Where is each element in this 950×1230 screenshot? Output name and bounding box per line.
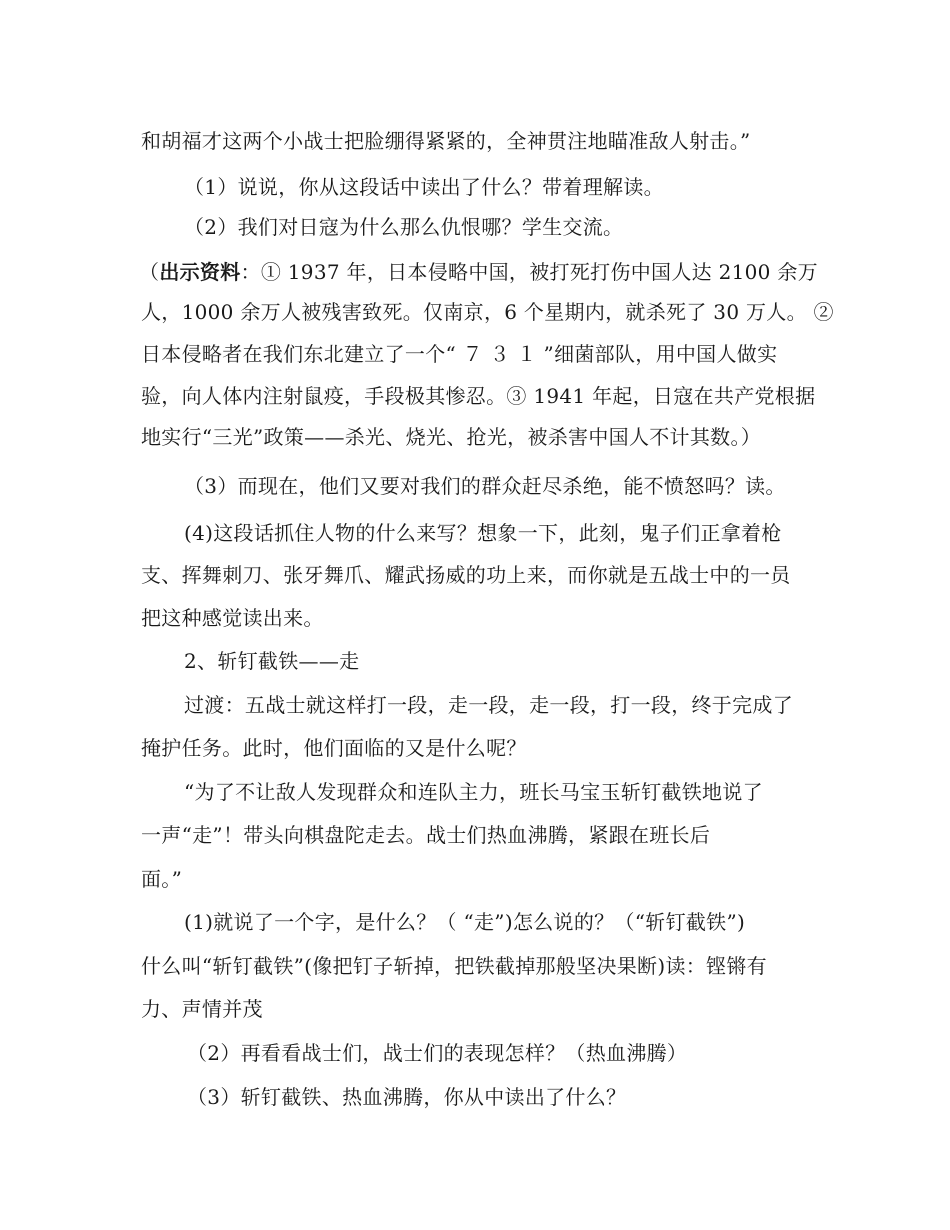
text-line: 力、声情并茂 bbox=[141, 997, 263, 1021]
text-line: 面。” bbox=[141, 867, 183, 891]
text-line: 把这种感觉读出来。 bbox=[141, 606, 324, 630]
paren-open: （ bbox=[139, 260, 160, 284]
text-line: 人，1000 余万人被残害致死。仅南京，6 个星期内，就杀死了 30 万人。 ② bbox=[141, 300, 834, 324]
text-line: 日本侵略者在我们东北建立了一个“ ７ ３ １ ”细菌部队，用中国人做实 bbox=[141, 342, 778, 366]
text-line: 过渡：五战士就这样打一段，走一段，走一段，打一段，终于完成了 bbox=[184, 693, 793, 717]
text-line: 掩护任务。此时，他们面临的又是什么呢？ bbox=[141, 736, 527, 760]
text-line: “为了不让敌人发现群众和连队主力，班长马宝玉斩钉截铁地说了 bbox=[184, 780, 763, 804]
source-label: 出示资料 bbox=[159, 260, 241, 284]
text-line: 什么叫“斩钉截铁”(像把钉子斩掉，把铁截掉那般坚决果断)读：铿锵有 bbox=[141, 954, 767, 978]
text-line: 和胡福才这两个小战士把脸绷得紧紧的，全神贯注地瞄准敌人射击。” bbox=[141, 129, 751, 153]
text-line: （1）说说，你从这段话中读出了什么？带着理解读。 bbox=[184, 175, 664, 199]
source-text: ：① 1937 年，日本侵略中国，被打死打伤中国人达 2100 余万 bbox=[240, 260, 818, 284]
text-line: 一声“走”！带头向棋盘陀走去。战士们热血沸腾，紧跟在班长后 bbox=[141, 823, 711, 847]
text-line: 验，向人体内注射鼠疫，手段极其惨忍。③ 1941 年起，日寇在共产党根据 bbox=[141, 384, 816, 408]
text-line: 地实行“三光”政策——杀光、烧光、抢光，被杀害中国人不计其数。） bbox=[141, 425, 762, 449]
text-line: (4)这段话抓住人物的什么来写？想象一下，此刻，鬼子们正拿着枪 bbox=[184, 521, 782, 545]
text-line: （2）再看看战士们，战士们的表现怎样？（热血沸腾） bbox=[187, 1041, 688, 1065]
text-line: 支、挥舞刺刀、张牙舞爪、耀武扬威的功上来，而你就是五战士中的一员 bbox=[141, 563, 791, 587]
text-line: （2）我们对日寇为什么那么仇恨哪？学生交流。 bbox=[184, 215, 624, 239]
text-line: （3）斩钉截铁、热血沸腾，你从中读出了什么？ bbox=[187, 1085, 627, 1109]
text-line: (1)就说了一个字，是什么？（ “走”)怎么说的？（“斩钉截铁”) bbox=[184, 910, 746, 934]
text-line: （3）而现在，他们又要对我们的群众赶尽杀绝，能不愤怒吗？读。 bbox=[184, 474, 786, 498]
section-heading: 2、斩钉截铁——走 bbox=[184, 649, 360, 673]
text-line bbox=[139, 259, 818, 285]
